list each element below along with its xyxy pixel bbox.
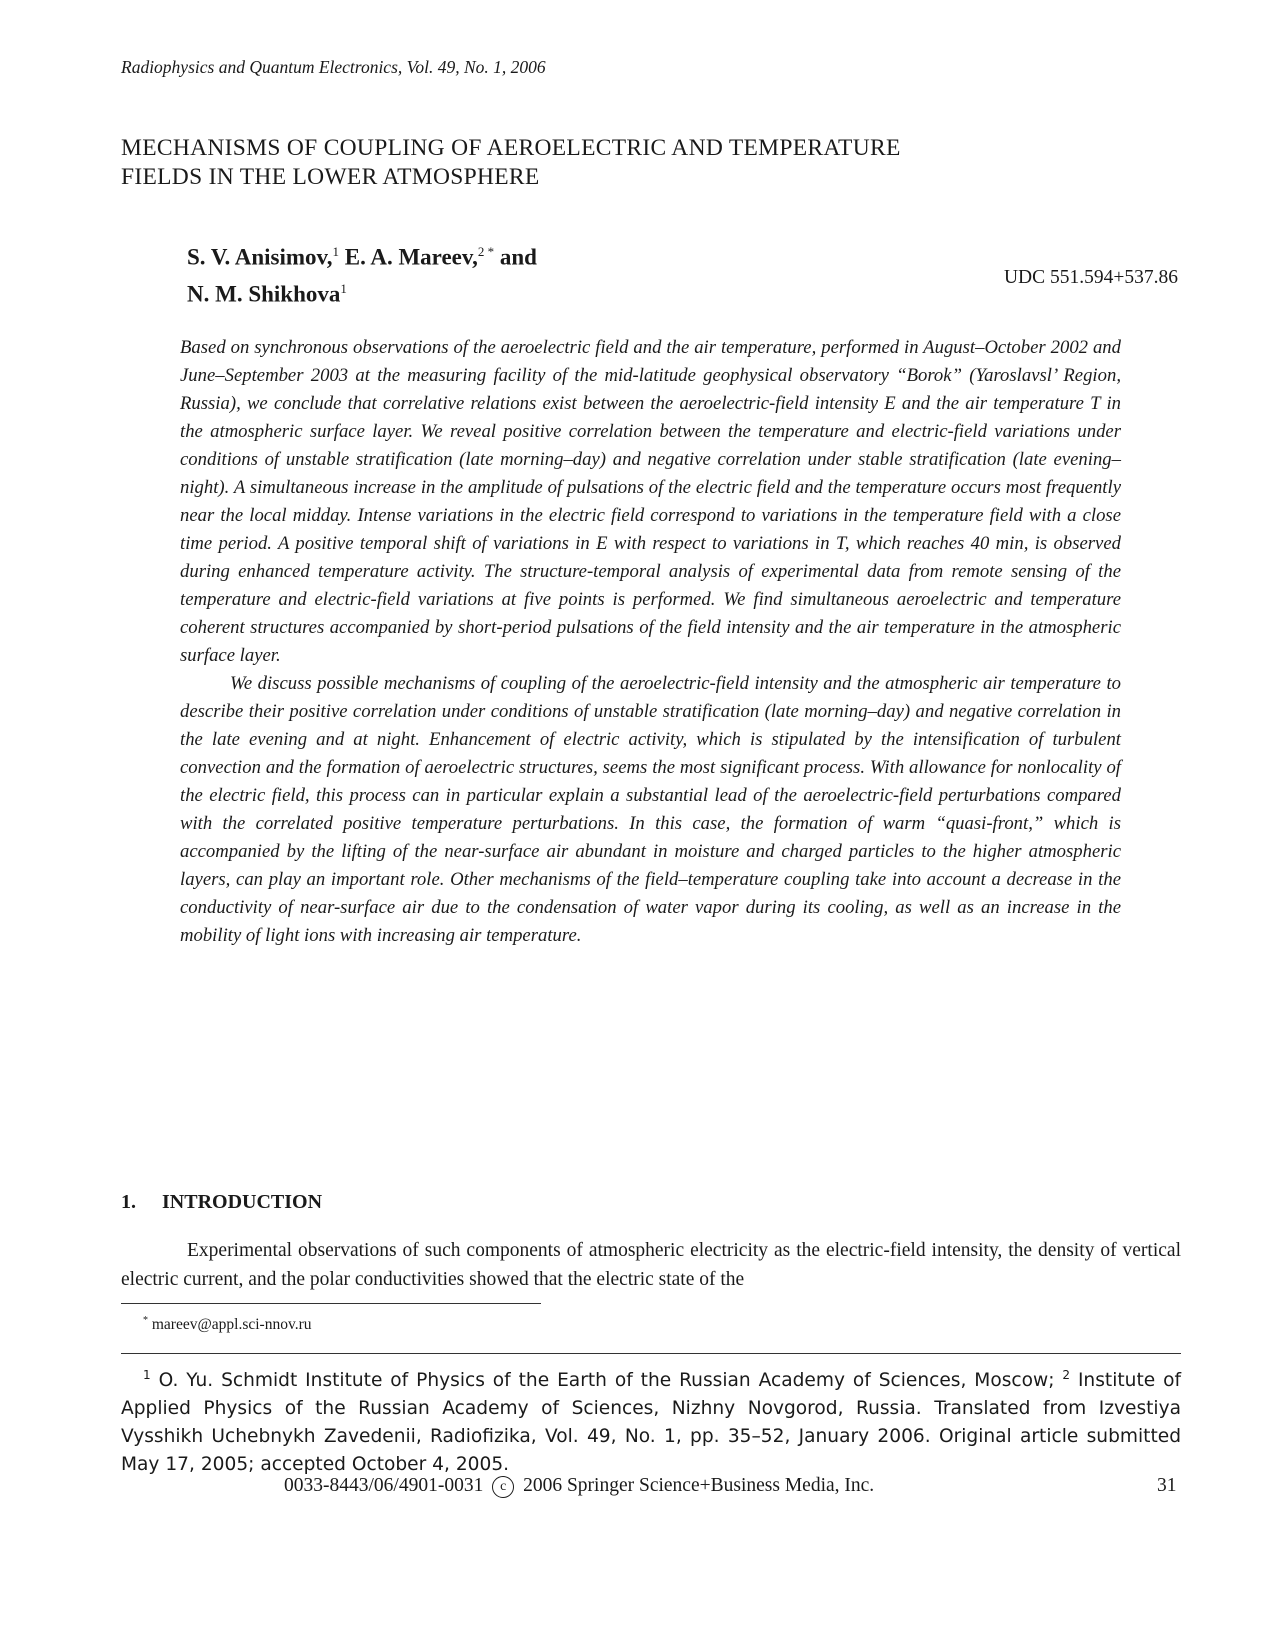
issn-code: 0033-8443/06/4901-0031 — [284, 1475, 484, 1496]
copyright-icon: c — [492, 1476, 514, 1498]
affiliation-mark-2: 2 — [1062, 1368, 1071, 1382]
author-shikhova: N. M. Shikhova — [187, 281, 341, 307]
footnote — [143, 1315, 311, 1334]
introduction-body — [121, 1236, 1181, 1294]
affiliation-block — [121, 1361, 1181, 1479]
udc-code: UDC 551.594+537.86 — [1003, 267, 1178, 288]
publisher-text: 2006 Springer Science+Business Media, Inc. — [523, 1475, 875, 1496]
abstract-paragraph-2: We discuss possible mechanisms of coupling of the aeroelectric-field intensity and the atmospheric air temperature to describe their positive correlation under conditions of unstable stratification (late morning–day) and negative correlation in the late evening and at night. Enhancement of electric activity, which is stipulated by the intensification of turbulent convection and the formation of aeroelectric structures, seems the most significant process. With allowance for nonlocality of the electric field, this process can in particular explain a substantial lead of the aeroelectric-field perturbations compared with the correlated positive temperature perturbations. In this case, the formation of warm “quasi-front,” which is accompanied by the lifting of the near-surface air abundant in moisture and charged particles to the higher atmospheric layers, can play an important role. Other mechanisms of the field–temperature coupling take into account a decrease in the conductivity of near-surface air due to the condensation of water vapor during its cooling, as well as an increase in the mobility of light ions with increasing air temperature. — [180, 673, 1121, 946]
journal-header: Radiophysics and Quantum Electronics, Vol. 49, No. 1, 2006 — [121, 57, 546, 77]
copyright-line — [284, 1475, 874, 1498]
section-heading — [121, 1191, 322, 1214]
article-title — [121, 134, 1181, 192]
affiliation-mark: 1 — [332, 244, 340, 259]
affiliation-mark: 1 — [340, 280, 347, 296]
abstract-paragraph-1: Based on synchronous observations of the aeroelectric field and the air temperature, performed in August–October 2002 and June–September 2003 at the measuring facility of the mid-latitude geophysical observatory “Borok” (Yaroslavsl’ Region, Russia), we conclude that correlative relations exist between the aeroelectric-field intensity E and the air temperature T in the atmospheric surface layer. We reveal positive correlation between the temperature and electric-field variations under conditions of unstable stratification (late morning–day) and negative correlation under stable stratification (late evening–night). A simultaneous increase in the amplitude of pulsations of the electric field and the temperature occurs most frequently near the local midday. Intense variations in the electric field correspond to variations in the temperature field with a close time period. A positive temporal shift of variations in E with respect to variations in T, which reaches 40 min, is observed during enhanced temperature activity. The structure-temporal analysis of experimental data from remote sensing of the temperature and electric-field variations at five points is performed. We find simultaneous aeroelectric and temperature coherent structures accompanied by short-period pulsations of the field intensity and the air temperature in the atmospheric surface layer. — [180, 337, 1121, 666]
author-mareev: E. A. Mareev, — [344, 244, 478, 270]
author-conjunction: and — [499, 244, 537, 270]
author-line-2 — [187, 273, 537, 310]
page-number: 31 — [1157, 1475, 1177, 1496]
affiliation-part-1: O. Yu. Schmidt Institute of Physics of the Earth of the Russian Academy of Sciences, Moscow; — [158, 1370, 1055, 1392]
affiliation-mark: 2 * — [477, 244, 495, 259]
section-number: 1. — [121, 1191, 136, 1213]
affiliation-text — [121, 1361, 1181, 1479]
author-list — [187, 236, 537, 309]
author-line-1 — [187, 236, 537, 273]
footnote-mark: * — [143, 1315, 148, 1326]
author-anisimov: S. V. Anisimov, — [187, 244, 333, 270]
introduction-paragraph: Experimental observations of such components of atmospheric electricity as the electric-field intensity, the density of vertical electric current, and the polar conductivities showed that the electric state of the — [121, 1240, 1181, 1290]
title-line-2: FIELDS IN THE LOWER ATMOSPHERE — [121, 164, 540, 190]
footnote-divider — [121, 1303, 541, 1304]
affiliation-part-2: Institute of Applied Physics of the Russian Academy of Sciences, Nizhny Novgorod, Russia. Translated from Izvestiya Vysshikh Uchebnykh Zavedenii, Radiofizika, Vol. 49, No. 1, pp. 35–52, January 2006. Original article submitted May 17, 2005; accepted October 4, 2005. — [121, 1370, 1182, 1476]
section-title: INTRODUCTION — [162, 1191, 323, 1213]
title-line-1: MECHANISMS OF COUPLING OF AEROELECTRIC AND TEMPERATURE — [121, 135, 901, 161]
footnote-email: mareev@appl.sci-nnov.ru — [151, 1316, 312, 1334]
affiliation-mark-1: 1 — [143, 1368, 151, 1382]
affiliation-divider — [121, 1353, 1181, 1354]
abstract — [180, 334, 1121, 950]
